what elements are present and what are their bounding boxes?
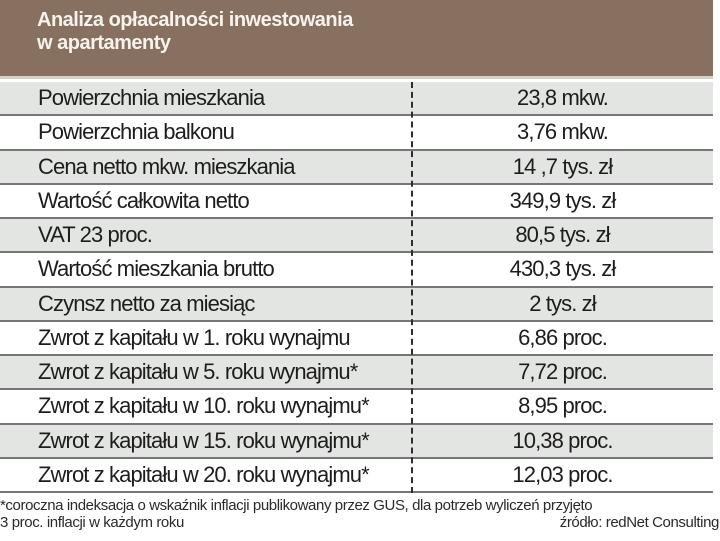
row-label: Zwrot z kapitału w 15. roku wynajmu* bbox=[38, 427, 369, 453]
table-row bbox=[0, 185, 713, 219]
row-label: Zwrot z kapitału w 1. roku wynajmu bbox=[38, 324, 350, 350]
row-label: Czynsz netto za miesiąc bbox=[38, 290, 255, 316]
row-label: Wartość całkowita netto bbox=[38, 187, 249, 213]
row-label: VAT 23 proc. bbox=[38, 222, 152, 248]
page-title-line1: Analiza opłacalności inwestowania bbox=[37, 9, 353, 31]
table-row bbox=[0, 116, 713, 150]
row-value: 2 tys. zł bbox=[529, 290, 596, 316]
row-label: Cena netto mkw. mieszkania bbox=[38, 153, 295, 179]
row-value: 10,38 proc. bbox=[512, 427, 613, 453]
row-label: Zwrot z kapitału w 10. roku wynajmu* bbox=[38, 393, 369, 419]
table-row bbox=[0, 288, 713, 322]
table-row bbox=[0, 82, 713, 116]
column-divider-dashed bbox=[411, 82, 413, 493]
row-value: 3,76 mkw. bbox=[517, 119, 608, 145]
row-label: Powierzchnia mieszkania bbox=[38, 85, 265, 111]
row-value: 14 ,7 tys. zł bbox=[512, 153, 613, 179]
table-row bbox=[0, 459, 713, 493]
row-value: 430,3 tys. zł bbox=[509, 256, 616, 282]
table-row bbox=[0, 322, 713, 356]
row-value: 7,72 proc. bbox=[518, 359, 607, 385]
table-row bbox=[0, 219, 713, 253]
row-value: 6,86 proc. bbox=[518, 324, 607, 350]
page-title-line2: w apartamenty bbox=[37, 32, 171, 54]
row-value: 80,5 tys. zł bbox=[515, 222, 610, 248]
row-value: 12,03 proc. bbox=[512, 461, 613, 487]
row-label: Wartość mieszkania brutto bbox=[38, 256, 274, 282]
row-label: Zwrot z kapitału w 20. roku wynajmu* bbox=[38, 461, 369, 487]
row-label: Powierzchnia balkonu bbox=[38, 119, 235, 145]
table-row bbox=[0, 425, 713, 459]
row-value: 23,8 mkw. bbox=[517, 85, 608, 111]
footnote-line1: *coroczna indeksacja o wskaźnik inflacji publikowany przez GUS, dla potrzeb wyliczeń przyjęto bbox=[0, 497, 593, 514]
row-value: 349,9 tys. zł bbox=[509, 187, 616, 213]
table-row bbox=[0, 253, 713, 287]
table-row bbox=[0, 151, 713, 185]
table-row bbox=[0, 390, 713, 424]
footer bbox=[0, 497, 720, 531]
row-value: 8,95 proc. bbox=[518, 393, 607, 419]
header-bar bbox=[0, 0, 713, 79]
table-row bbox=[0, 356, 713, 390]
row-label: Zwrot z kapitału w 5. roku wynajmu* bbox=[38, 359, 358, 385]
analysis-table bbox=[0, 82, 713, 493]
footnote-line2: 3 proc. inflacji w każdym roku bbox=[0, 514, 184, 531]
source-credit: źródło: redNet Consulting bbox=[559, 514, 719, 531]
